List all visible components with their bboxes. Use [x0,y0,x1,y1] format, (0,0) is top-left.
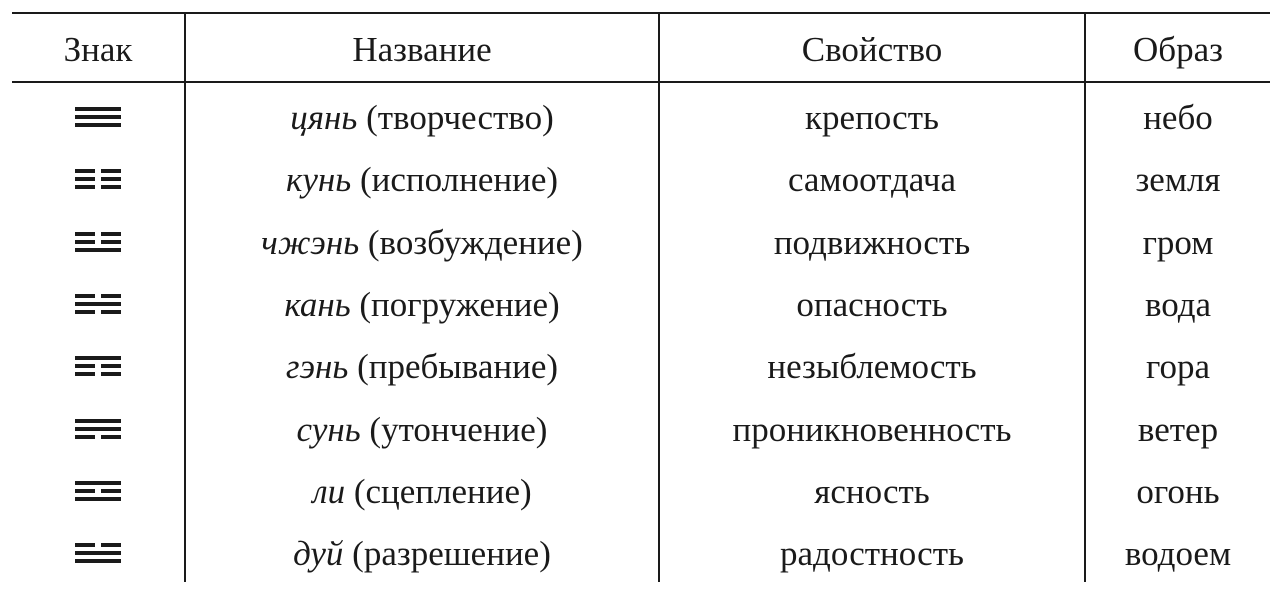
yang-line [75,115,121,119]
trigram-name: гэнь [285,346,349,386]
trigram-name-gloss: (творчество) [357,97,554,137]
table-cell-name [186,217,658,267]
header-sign: Знак [63,29,133,69]
table-cell-image: гром [1142,222,1214,262]
table-cell-property: подвижность [773,222,971,262]
yin-line [75,310,121,314]
trigram-name: дуй [293,533,344,573]
table-cell-property: опасность [796,284,948,324]
table-cell-image: земля [1135,159,1221,199]
trigram-name: цянь [290,97,358,137]
header-property: Свойство [801,29,943,69]
table-top-rule [12,12,1270,14]
header-image: Образ [1133,29,1223,69]
trigram-gen-icon [75,356,121,376]
yang-line [75,497,121,501]
trigram-zhen-icon [75,232,121,252]
trigram-kun-icon [75,169,121,189]
table-cell-property: самоотдача [787,159,957,199]
table-cell-property: проникновенность [732,409,1012,449]
yin-line [75,240,121,244]
yin-line [75,372,121,376]
trigram-name-gloss: (возбуждение) [359,222,583,262]
table-cell-sign [12,528,184,578]
yang-line [75,419,121,423]
yin-line [75,435,121,439]
trigram-dui-icon [75,543,121,563]
yang-line [75,551,121,555]
table-cell-name [186,154,658,204]
table-cell-sign [12,404,184,454]
table-cell-name [186,404,658,454]
yang-line [75,302,121,306]
yin-line [75,177,121,181]
trigram-qian-icon [75,107,121,127]
table-cell-property: радостность [780,533,964,573]
yin-line [75,185,121,189]
yin-line [75,169,121,173]
table-header-rule [12,81,1270,83]
table-cell-property: крепость [805,97,939,137]
table-cell-name [186,528,658,578]
table-cell-property: незыблемость [767,346,977,386]
trigram-name: кунь [285,159,352,199]
trigram-name: сунь [296,409,361,449]
trigram-name-gloss: (исполнение) [351,159,559,199]
table-cell-image: гора [1145,346,1211,386]
yin-line [75,294,121,298]
table-cell-sign [12,217,184,267]
yin-line [75,489,121,493]
table-cell-sign [12,154,184,204]
yang-line [75,248,121,252]
header-name: Название [352,29,492,69]
table-cell-name [186,92,658,142]
table-cell-sign [12,92,184,142]
yang-line [75,123,121,127]
yang-line [75,427,121,431]
table-cell-sign [12,466,184,516]
trigram-name-gloss: (пребывание) [348,346,559,386]
trigram-name-gloss: (разрешение) [343,533,551,573]
yin-line [75,364,121,368]
table-cell-sign [12,279,184,329]
table-cell-image: небо [1143,97,1213,137]
table-cell-name [186,279,658,329]
yang-line [75,481,121,485]
yang-line [75,356,121,360]
trigram-name: кань [284,284,351,324]
trigram-table [12,12,1270,582]
table-cell-image: водоем [1124,533,1232,573]
table-cell-image: вода [1144,284,1212,324]
yin-line [75,232,121,236]
trigram-xun-icon [75,419,121,439]
trigram-kan-icon [75,294,121,314]
trigram-li-icon [75,481,121,501]
trigram-name-gloss: (утончение) [360,409,548,449]
trigram-name-gloss: (погружение) [350,284,560,324]
trigram-name-gloss: (сцепление) [345,471,532,511]
table-cell-image: ветер [1137,409,1219,449]
table-cell-name [186,341,658,391]
table-cell-image: огонь [1136,471,1220,511]
table-cell-property: ясность [814,471,930,511]
trigram-name: ли [312,471,346,511]
yang-line [75,107,121,111]
table-cell-sign [12,341,184,391]
trigram-name: чжэнь [261,222,360,262]
yin-line [75,543,121,547]
table-cell-name [186,466,658,516]
yang-line [75,559,121,563]
